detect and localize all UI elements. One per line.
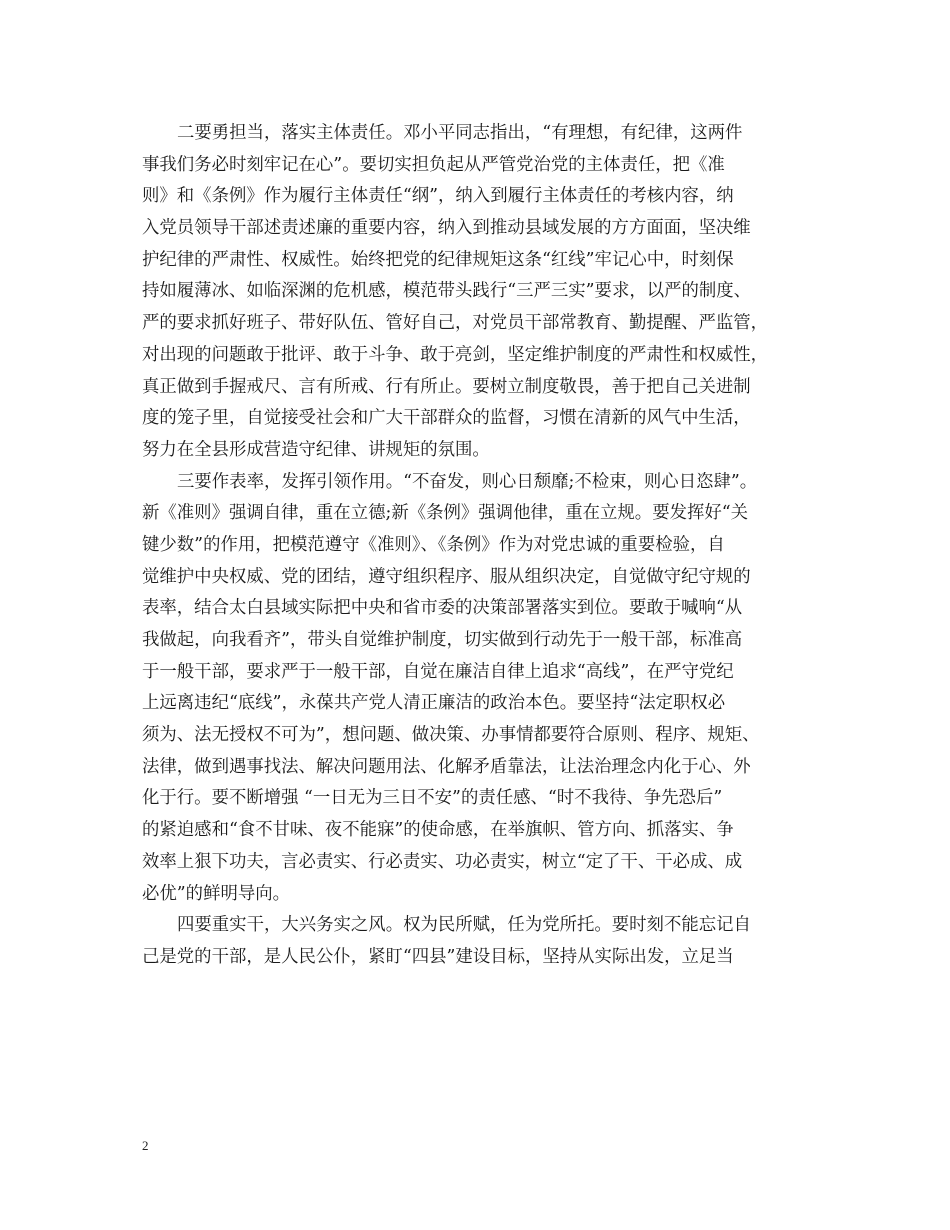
text-line: 入党员领导干部述责述廉的重要内容，纳入到推动县域发展的方方面面，坚决维 — [142, 218, 751, 239]
text-line: 新《准则》强调自律，重在立德;新《条例》强调他律，重在立规。要发挥好“关 — [142, 503, 749, 524]
text-line: 努力在全县形成营造守纪律、讲规矩的氛围。 — [142, 439, 490, 460]
text-line: 三要作表率，发挥引领作用。“不奋发，则心日颓靡;不检束，则心日恣肆”。 — [177, 471, 758, 492]
paragraph-4 — [142, 910, 822, 973]
text-line: 二要勇担当，落实主体责任。邓小平同志指出，“有理想，有纪律，这两件 — [177, 123, 743, 143]
text-line: 的紧迫感和“食不甘味、夜不能寐”的使命感，在举旗帜、管方向、抓落实、争 — [142, 820, 734, 841]
text-line: 严的要求抓好班子、带好队伍、管好自己，对党员干部常教育、勤提醒、严监管， — [142, 313, 769, 334]
text-line: 四要重实干，大兴务实之风。权为民所赋，任为党所托。要时刻不能忘记自 — [177, 915, 751, 936]
text-line: 表率，结合太白县域实际把中央和省市委的决策部署落实到位。要敢于喊响“从 — [142, 598, 743, 619]
paragraph-3 — [142, 467, 822, 911]
text-line: 效率上狠下功夫，言必责实、行必责实、功必责实，树立“定了干、干必成、成 — [142, 851, 743, 872]
text-line: 键少数”的作用，把模范遵守《准则》、《条例》作为对党忠诚的重要检验，自 — [142, 534, 725, 555]
text-line: 己是党的干部，是人民公仆，紧盯“四县”建设目标，坚持从实际出发，立足当 — [142, 946, 734, 967]
page-number: 2 — [142, 1138, 149, 1153]
body-text — [142, 118, 822, 974]
text-line: 持如履薄冰、如临深渊的危机感，模范带头践行“三严三实”要求，以严的制度、 — [142, 281, 752, 302]
text-line: 法律，做到遇事找法、解决问题用法、化解矛盾靠法，让法治理念内化于心、外 — [142, 756, 751, 777]
text-line: 我做起，向我看齐”，带头自觉维护制度，切实做到行动先于一般干部，标准高 — [142, 630, 743, 650]
text-line: 必优”的鲜明导向。 — [142, 883, 291, 904]
paragraph-2 — [142, 118, 822, 467]
text-line: 上远离违纪“底线”，永葆共产党人清正廉洁的政治本色。要坚持“法定职权必 — [142, 693, 726, 714]
text-line: 于一般干部，要求严于一般干部，自觉在廉洁自律上追求“高线”，在严守党纪 — [142, 661, 734, 682]
text-line: 对出现的问题敢于批评、敢于斗争、敢于亮剑，坚定维护制度的严肃性和权威性， — [142, 344, 769, 365]
text-line: 事我们务必时刻牢记在心”。要切实担负起从严管党治党的主体责任，把《准 — [142, 154, 725, 175]
text-line: 觉维护中央权威、党的团结，遵守组织程序、服从组织决定，自觉做守纪守规的 — [142, 566, 751, 587]
text-line: 则》和《条例》作为履行主体责任“纲”，纳入到履行主体责任的考核内容，纳 — [142, 186, 734, 207]
text-line: 护纪律的严肃性、权威性。始终把党的纪律规矩这条“红线”牢记心中，时刻保 — [142, 249, 734, 270]
text-line: 真正做到手握戒尺、言有所戒、行有所止。要树立制度敬畏，善于把自己关进制 — [142, 376, 751, 397]
text-line: 化于行。要不断增强 “一日无为三日不安”的责任感、“时不我待、争先恐后” — [142, 788, 723, 809]
text-line: 度的笼子里，自觉接受社会和广大干部群众的监督，习惯在清新的风气中生活， — [142, 408, 751, 429]
text-line: 须为、法无授权不可为”，想问题、做决策、办事情都要符合原则、程序、规矩、 — [142, 725, 760, 746]
